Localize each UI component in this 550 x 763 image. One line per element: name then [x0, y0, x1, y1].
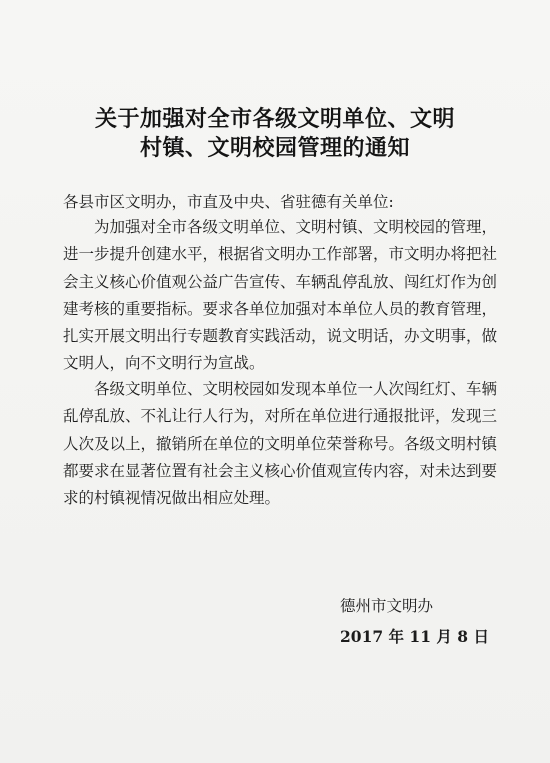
paragraph-1-line: 为加强对全市各级文明单位、文明村镇、文明校园的管理，	[94, 218, 498, 236]
paragraph-1-line: 文明人，向不文明行为宣战。	[63, 354, 265, 373]
issuer-name: 德州市文明办	[340, 597, 434, 615]
issue-date: 2017 年 11 月 8 日	[340, 627, 489, 646]
paragraph-2-line: 乱停乱放、不礼让行人行为，对所在单位进行通报批评，发现三	[63, 407, 498, 426]
paragraph-1	[63, 214, 498, 378]
paragraph-2	[63, 376, 498, 512]
paragraph-1-line: 建考核的重要指标。要求各单位加强对本单位人员的教育管理，	[63, 299, 498, 318]
salutation: 各县市区文明办，市直及中央、省驻德有关单位:	[63, 193, 394, 211]
paragraph-1-line: 进一步提升创建水平，根据省文明办工作部署，市文明办将把社	[63, 245, 498, 264]
paragraph-1-line: 会主义核心价值观公益广告宣传、车辆乱停乱放、闯红灯作为创	[63, 272, 498, 291]
document-title-line1: 关于加强对全市各级文明单位、文明	[94, 106, 455, 132]
paragraph-2-line: 求的村镇视情况做出相应处理。	[63, 489, 281, 508]
paragraph-2-line: 人次及以上，撤销所在单位的文明单位荣誉称号。各级文明村镇	[63, 434, 498, 453]
paragraph-2-line: 各级文明单位、文明校园如发现本单位一人次闯红灯、车辆	[94, 380, 498, 398]
paragraph-2-line: 都要求在显著位置有社会主义核心价值观宣传内容，对未达到要	[63, 461, 498, 480]
document-title-line2: 村镇、文明校园管理的通知	[139, 135, 410, 161]
paragraph-1-line: 扎实开展文明出行专题教育实践活动，说文明话，办文明事，做	[63, 327, 498, 346]
